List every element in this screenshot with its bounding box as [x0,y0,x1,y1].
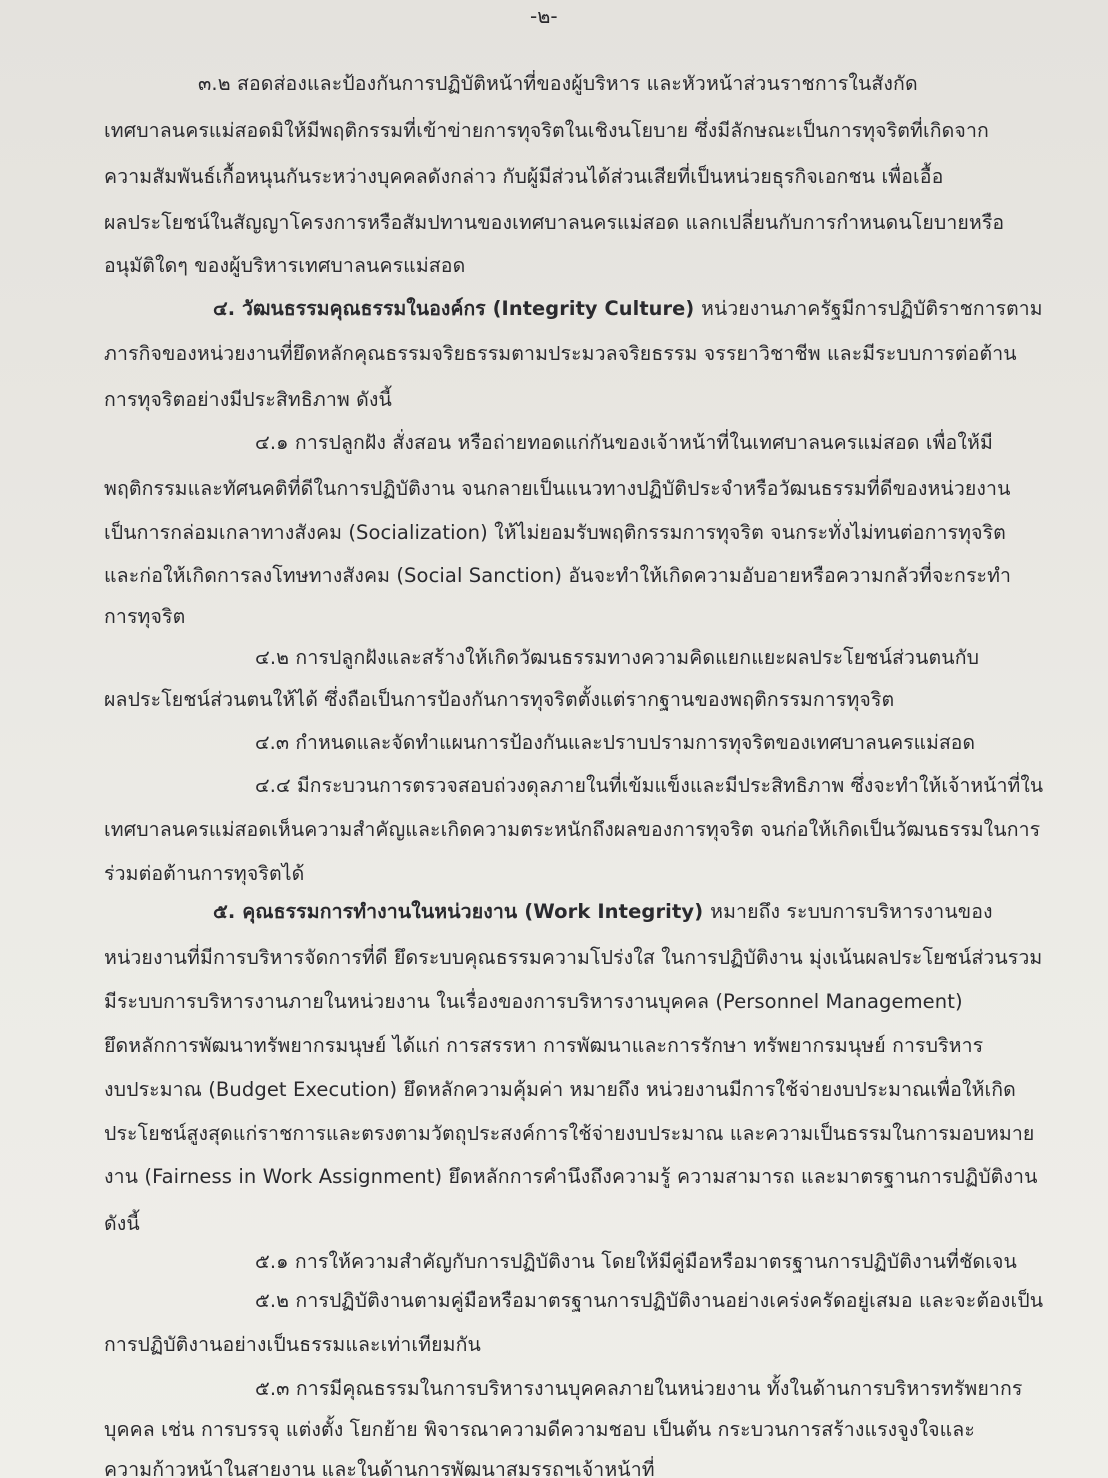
text-line [104,1165,1044,1189]
text-line [104,477,1044,501]
text-line [104,990,1044,1014]
text-line [255,431,1043,455]
line-text: ภารกิจของหน่วยงานที่ยึดหลักคุณธรรมจริยธรรมตามประมวลจริยธรรม จรรยาวิชาชีพ และมีระบบการต่อต้าน [104,342,1017,365]
line-text: ๓.๒ สอดส่องและป้องกันการปฏิบัติหน้าที่ของผู้บริหาร และหัวหน้าส่วนราชการในสังกัด [198,72,918,95]
line-text: การปฏิบัติงานอย่างเป็นธรรมและเท่าเทียมกัน [104,1333,481,1356]
text-line [104,862,384,886]
line-text: ๔.๓ กำหนดและจัดทำแผนการป้องกันและปราบปรามการทุจริตของเทศบาลนครแม่สอด [255,731,976,754]
line-text: ๕.๒ การปฏิบัติงานตามคู่มือหรือมาตรฐานการปฏิบัติงานอย่างเคร่งครัดอยู่เสมอ และจะต้องเป็น [255,1289,1044,1312]
text-line [104,564,1044,588]
line-text: ดังนี้ [104,1212,140,1235]
text-line [104,946,1044,970]
line-text: เทศบาลนครแม่สอดเห็นความสำคัญและเกิดความตระหนักถึงผลของการทุจริต จนก่อให้เกิดเป็นวัฒนธรรมในการ [104,818,1041,841]
text-line [255,774,1044,798]
text-line [104,688,904,712]
text-line [198,72,1043,96]
line-text: ความก้าวหน้าในสายงาน และในด้านการพัฒนาสมรรถฯเจ้าหน้าที่ [104,1458,655,1478]
text-line [255,731,976,755]
text-line [104,1418,1044,1442]
text-line [255,646,1043,670]
section-heading: ๔. วัฒนธรรมคุณธรรมในองค์กร (Integrity Culture) [213,297,702,320]
text-line [104,818,1044,842]
text-line [255,1250,1035,1274]
text-line [104,388,464,412]
line-text: ๕.๑ การให้ความสำคัญกับการปฏิบัติงาน โดยให้มีคู่มือหรือมาตรฐานการปฏิบัติงานที่ชัดเจน [255,1250,1017,1273]
line-text: งบประมาณ (Budget Execution) ยึดหลักความคุ้มค่า หมายถึง หน่วยงานมีการใช้จ่ายงบประมาณเพื่อให้เกิด [104,1078,1016,1101]
section-heading: ๕. คุณธรรมการทำงานในหน่วยงาน (Work Integrity) [213,900,711,923]
text-line [104,1458,764,1478]
line-text: พฤติกรรมและทัศนคติที่ดีในการปฏิบัติงาน จนกลายเป็นแนวทางปฏิบัติประจำหรือวัฒนธรรมที่ดีของหน่วยงาน [104,477,1011,500]
line-text: หน่วยงานที่มีการบริหารจัดการที่ดี ยึดระบบคุณธรรมความโปร่งใส ในการปฏิบัติงาน มุ่งเน้นผลประโยชน์ส่วนรวม [104,946,1043,969]
text-line [104,1212,164,1236]
line-text: ยึดหลักการพัฒนาทรัพยากรมนุษย์ ได้แก่ การสรรหา การพัฒนาและการรักษา ทรัพยากรมนุษย์ การบริหาร [104,1034,984,1057]
line-text: ความสัมพันธ์เกื้อหนุนกันระหว่างบุคคลดังกล่าว กับผู้มีส่วนได้ส่วนเสียที่เป็นหน่วยธุรกิจเอกชน เพื่อเอื้อ [104,165,944,188]
text-line [213,297,1043,321]
line-text: การทุจริตอย่างมีประสิทธิภาพ ดังนี้ [104,388,392,411]
page-number: -๒- [530,4,558,28]
text-line [104,211,1044,235]
text-line [104,119,1044,143]
line-text: บุคคล เช่น การบรรจุ แต่งตั้ง โยกย้าย พิจารณาความดีความชอบ เป็นต้น กระบวนการสร้างแรงจูงใจและ [104,1418,975,1441]
text-line [213,900,1043,924]
text-line [104,342,1044,366]
line-text: ร่วมต่อต้านการทุจริตได้ [104,862,305,885]
line-text: เป็นการกล่อมเกลาทางสังคม (Socialization) ให้ไม่ยอมรับพฤติกรรมการทุจริต จนกระทั่งไม่ทนต่อการทุจริต [104,521,1006,544]
line-text: ๔.๑ การปลูกฝัง สั่งสอน หรือถ่ายทอดแก่กันของเจ้าหน้าที่ในเทศบาลนครแม่สอด เพื่อให้มี [255,431,993,454]
line-text: การทุจริต [104,605,186,628]
text-line [104,605,224,629]
text-line [104,165,1044,189]
text-line [104,1122,1044,1146]
line-text: อนุมัติใดๆ ของผู้บริหารเทศบาลนครแม่สอด [104,254,466,277]
text-line [104,1034,1044,1058]
text-line [255,1377,1043,1401]
line-text: เทศบาลนครแม่สอดมิให้มีพฤติกรรมที่เข้าข่ายการทุจริตในเชิงนโยบาย ซึ่งมีลักษณะเป็นการทุจริตที่เกิดจาก [104,119,989,142]
text-line [104,521,1044,545]
line-text: ๔.๔ มีกระบวนการตรวจสอบถ่วงดุลภายในที่เข้มแข็งและมีประสิทธิภาพ ซึ่งจะทำให้เจ้าหน้าที่ใน [255,774,1044,797]
text-line [104,254,504,278]
line-text: ประโยชน์สูงสุดแก่ราชการและตรงตามวัตถุประสงค์การใช้จ่ายงบประมาณ และความเป็นธรรมในการมอบหมาย [104,1122,1035,1145]
text-line [255,1289,1043,1313]
line-text: ผลประโยชน์ส่วนตนให้ได้ ซึ่งถือเป็นการป้องกันการทุจริตตั้งแต่รากฐานของพฤติกรรมการทุจริต [104,688,895,711]
text-line [104,1078,1044,1102]
line-text: งาน (Fairness in Work Assignment) ยึดหลักการคำนึงถึงความรู้ ความสามารถ และมาตรฐานการปฏิบัติงาน [104,1165,1038,1188]
line-text: หมายถึง ระบบการบริหารงานของ [710,900,993,923]
line-text: มีระบบการบริหารงานภายในหน่วยงาน ในเรื่องของการบริหารงานบุคคล (Personnel Management) [104,990,963,1013]
line-text: หน่วยงานภาครัฐมีการปฏิบัติราชการตาม [701,297,1043,320]
line-text: และก่อให้เกิดการลงโทษทางสังคม (Social Sanction) อันจะทำให้เกิดความอับอายหรือความกลัวที่จะกระทำ [104,564,1012,587]
line-text: ๔.๒ การปลูกฝังและสร้างให้เกิดวัฒนธรรมทางความคิดแยกแยะผลประโยชน์ส่วนตนกับ [255,646,980,669]
line-text: ผลประโยชน์ในสัญญาโครงการหรือสัมปทานของเทศบาลนครแม่สอด แลกเปลี่ยนกับการกำหนดนโยบายหรือ [104,211,1005,234]
line-text: ๕.๓ การมีคุณธรรมในการบริหารงานบุคคลภายในหน่วยงาน ทั้งในด้านการบริหารทรัพยากร [255,1377,1023,1400]
text-line [104,1333,554,1357]
